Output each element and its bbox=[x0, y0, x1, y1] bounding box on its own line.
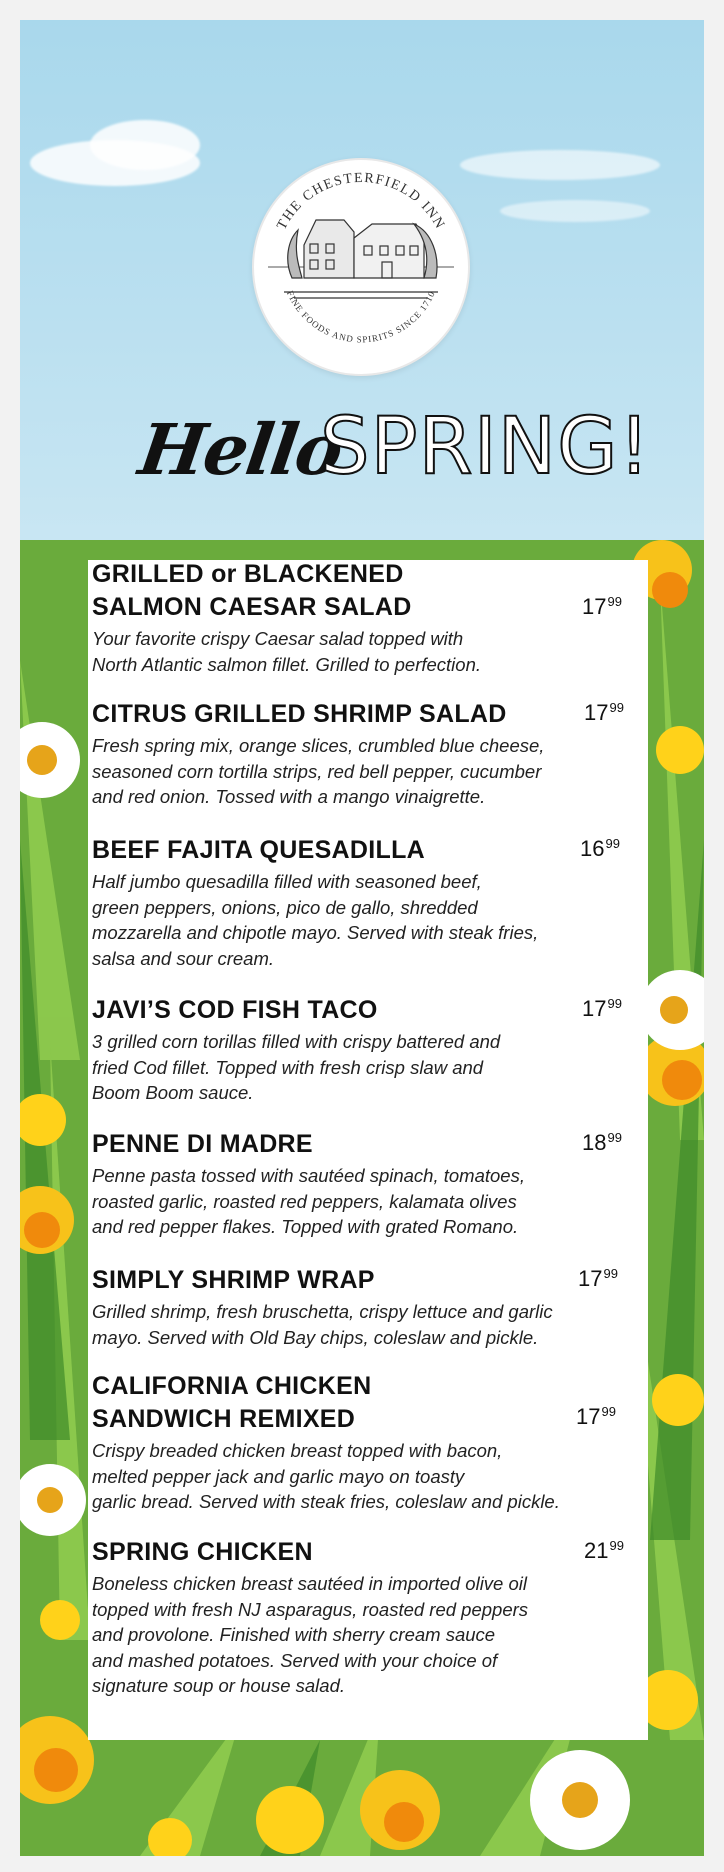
svg-text:THE CHESTERFIELD INN bbox=[274, 171, 447, 232]
item-price bbox=[580, 836, 620, 862]
desc-line: roasted garlic, roasted red peppers, kalamata olives bbox=[92, 1190, 517, 1212]
item-description bbox=[92, 869, 622, 971]
menu-card bbox=[20, 20, 704, 1856]
desc-line: Fresh spring mix, orange slices, crumbled blue cheese, bbox=[92, 735, 545, 756]
price-cents: 99 bbox=[603, 1266, 618, 1281]
desc-line: signature soup or house salad. bbox=[92, 1675, 346, 1696]
headline-script: Hello bbox=[134, 408, 347, 491]
desc-line: Half jumbo quesadilla filled with seasoned beef, bbox=[92, 871, 482, 892]
price-cents: 99 bbox=[605, 836, 620, 851]
desc-line: North Atlantic salmon fillet. Grilled to perfection. bbox=[92, 653, 482, 675]
desc-line: melted pepper jack and garlic mayo on toasty bbox=[92, 1465, 465, 1487]
item-price bbox=[578, 1266, 618, 1292]
item-name: JAVI’S COD FISH TACO bbox=[92, 996, 378, 1024]
item-description bbox=[92, 733, 622, 810]
item-name: PENNE DI MADRE bbox=[92, 1130, 313, 1158]
desc-line: and mashed potatoes. Served with your choice of bbox=[92, 1649, 498, 1671]
item-description bbox=[92, 1438, 622, 1515]
desc-line: Your favorite crispy Caesar salad topped with bbox=[92, 628, 464, 649]
item-price bbox=[582, 594, 622, 620]
price-cents: 99 bbox=[607, 1130, 622, 1145]
desc-line: seasoned corn tortilla strips, red bell pepper, cucumber bbox=[92, 760, 542, 782]
desc-line: and provolone. Finished with sherry cream sauce bbox=[92, 1624, 496, 1645]
desc-line: garlic bread. Served with steak fries, coleslaw and pickle. bbox=[92, 1491, 560, 1512]
item-description bbox=[92, 1299, 622, 1350]
item-name-line: SANDWICH REMIXED bbox=[92, 1405, 356, 1433]
desc-line: Penne pasta tossed with sautéed spinach, tomatoes, bbox=[92, 1165, 525, 1186]
item-description bbox=[92, 1029, 622, 1106]
desc-line: mayo. Served with Old Bay chips, coleslaw and pickle. bbox=[92, 1326, 539, 1348]
menu-item bbox=[92, 994, 622, 1106]
desc-line: fried Cod fillet. Topped with fresh crisp slaw and bbox=[92, 1056, 484, 1078]
menu-item bbox=[92, 558, 622, 677]
price-dollars: 17 bbox=[576, 1404, 601, 1429]
price-dollars: 18 bbox=[582, 1130, 607, 1155]
item-price bbox=[582, 1130, 622, 1156]
desc-line: Grilled shrimp, fresh bruschetta, crispy lettuce and garlic bbox=[92, 1301, 553, 1322]
item-price bbox=[584, 1538, 624, 1564]
item-name bbox=[92, 558, 622, 624]
price-cents: 99 bbox=[607, 594, 622, 609]
logo-ring-top-text: THE CHESTERFIELD INN bbox=[274, 170, 448, 233]
price-dollars: 17 bbox=[582, 594, 607, 619]
price-cents: 99 bbox=[609, 1538, 624, 1553]
logo-emblem bbox=[254, 160, 468, 374]
price-cents: 99 bbox=[607, 996, 622, 1011]
menu-item bbox=[92, 1264, 622, 1350]
desc-line: salsa and sour cream. bbox=[92, 947, 275, 969]
menu-item bbox=[92, 698, 622, 810]
desc-line: Crispy breaded chicken breast topped with bacon, bbox=[92, 1440, 503, 1461]
item-name: SPRING CHICKEN bbox=[92, 1538, 313, 1566]
desc-line: Boom Boom sauce. bbox=[92, 1082, 254, 1103]
cloud bbox=[90, 120, 200, 170]
cloud bbox=[500, 200, 650, 222]
price-dollars: 17 bbox=[584, 700, 609, 725]
desc-line: and red pepper flakes. Topped with grated Romano. bbox=[92, 1216, 519, 1237]
price-dollars: 17 bbox=[578, 1266, 603, 1291]
menu-item bbox=[92, 834, 622, 971]
item-description bbox=[92, 1163, 622, 1240]
desc-line: Boneless chicken breast sautéed in imported olive oil bbox=[92, 1573, 527, 1594]
item-name: SIMPLY SHRIMP WRAP bbox=[92, 1266, 375, 1294]
menu-item bbox=[92, 1536, 622, 1699]
item-name: BEEF FAJITA QUESADILLA bbox=[92, 836, 426, 864]
price-dollars: 16 bbox=[580, 836, 605, 861]
price-dollars: 21 bbox=[584, 1538, 609, 1563]
item-price bbox=[584, 700, 624, 726]
desc-line: and red onion. Tossed with a mango vinaigrette. bbox=[92, 786, 486, 807]
item-price bbox=[576, 1404, 616, 1430]
inn-building-icon bbox=[284, 220, 438, 298]
logo-ring-bottom-text: FINE FOODS AND SPIRITS SINCE 1710 bbox=[284, 289, 438, 345]
item-name-line: SALMON CAESAR SALAD bbox=[92, 593, 412, 621]
price-dollars: 17 bbox=[582, 996, 607, 1021]
price-cents: 99 bbox=[601, 1404, 616, 1419]
desc-line: green peppers, onions, pico de gallo, shredded bbox=[92, 896, 478, 918]
item-name bbox=[92, 1370, 622, 1436]
price-cents: 99 bbox=[609, 700, 624, 715]
menu-item bbox=[92, 1370, 622, 1515]
desc-line: mozzarella and chipotle mayo. Served with steak fries, bbox=[92, 922, 539, 943]
item-name: CITRUS GRILLED SHRIMP SALAD bbox=[92, 700, 507, 728]
item-name-line: CALIFORNIA CHICKEN bbox=[92, 1372, 372, 1400]
menu-item bbox=[92, 1128, 622, 1240]
item-description bbox=[92, 1571, 622, 1699]
inn-logo bbox=[252, 158, 470, 376]
cloud bbox=[460, 150, 660, 180]
headline-outline: SPRING! bbox=[320, 402, 651, 492]
desc-line: topped with fresh NJ asparagus, roasted red peppers bbox=[92, 1598, 529, 1620]
desc-line: 3 grilled corn torillas filled with crispy battered and bbox=[92, 1031, 501, 1052]
item-name-line: GRILLED or BLACKENED bbox=[92, 560, 404, 588]
item-description bbox=[92, 626, 622, 677]
item-price bbox=[582, 996, 622, 1022]
